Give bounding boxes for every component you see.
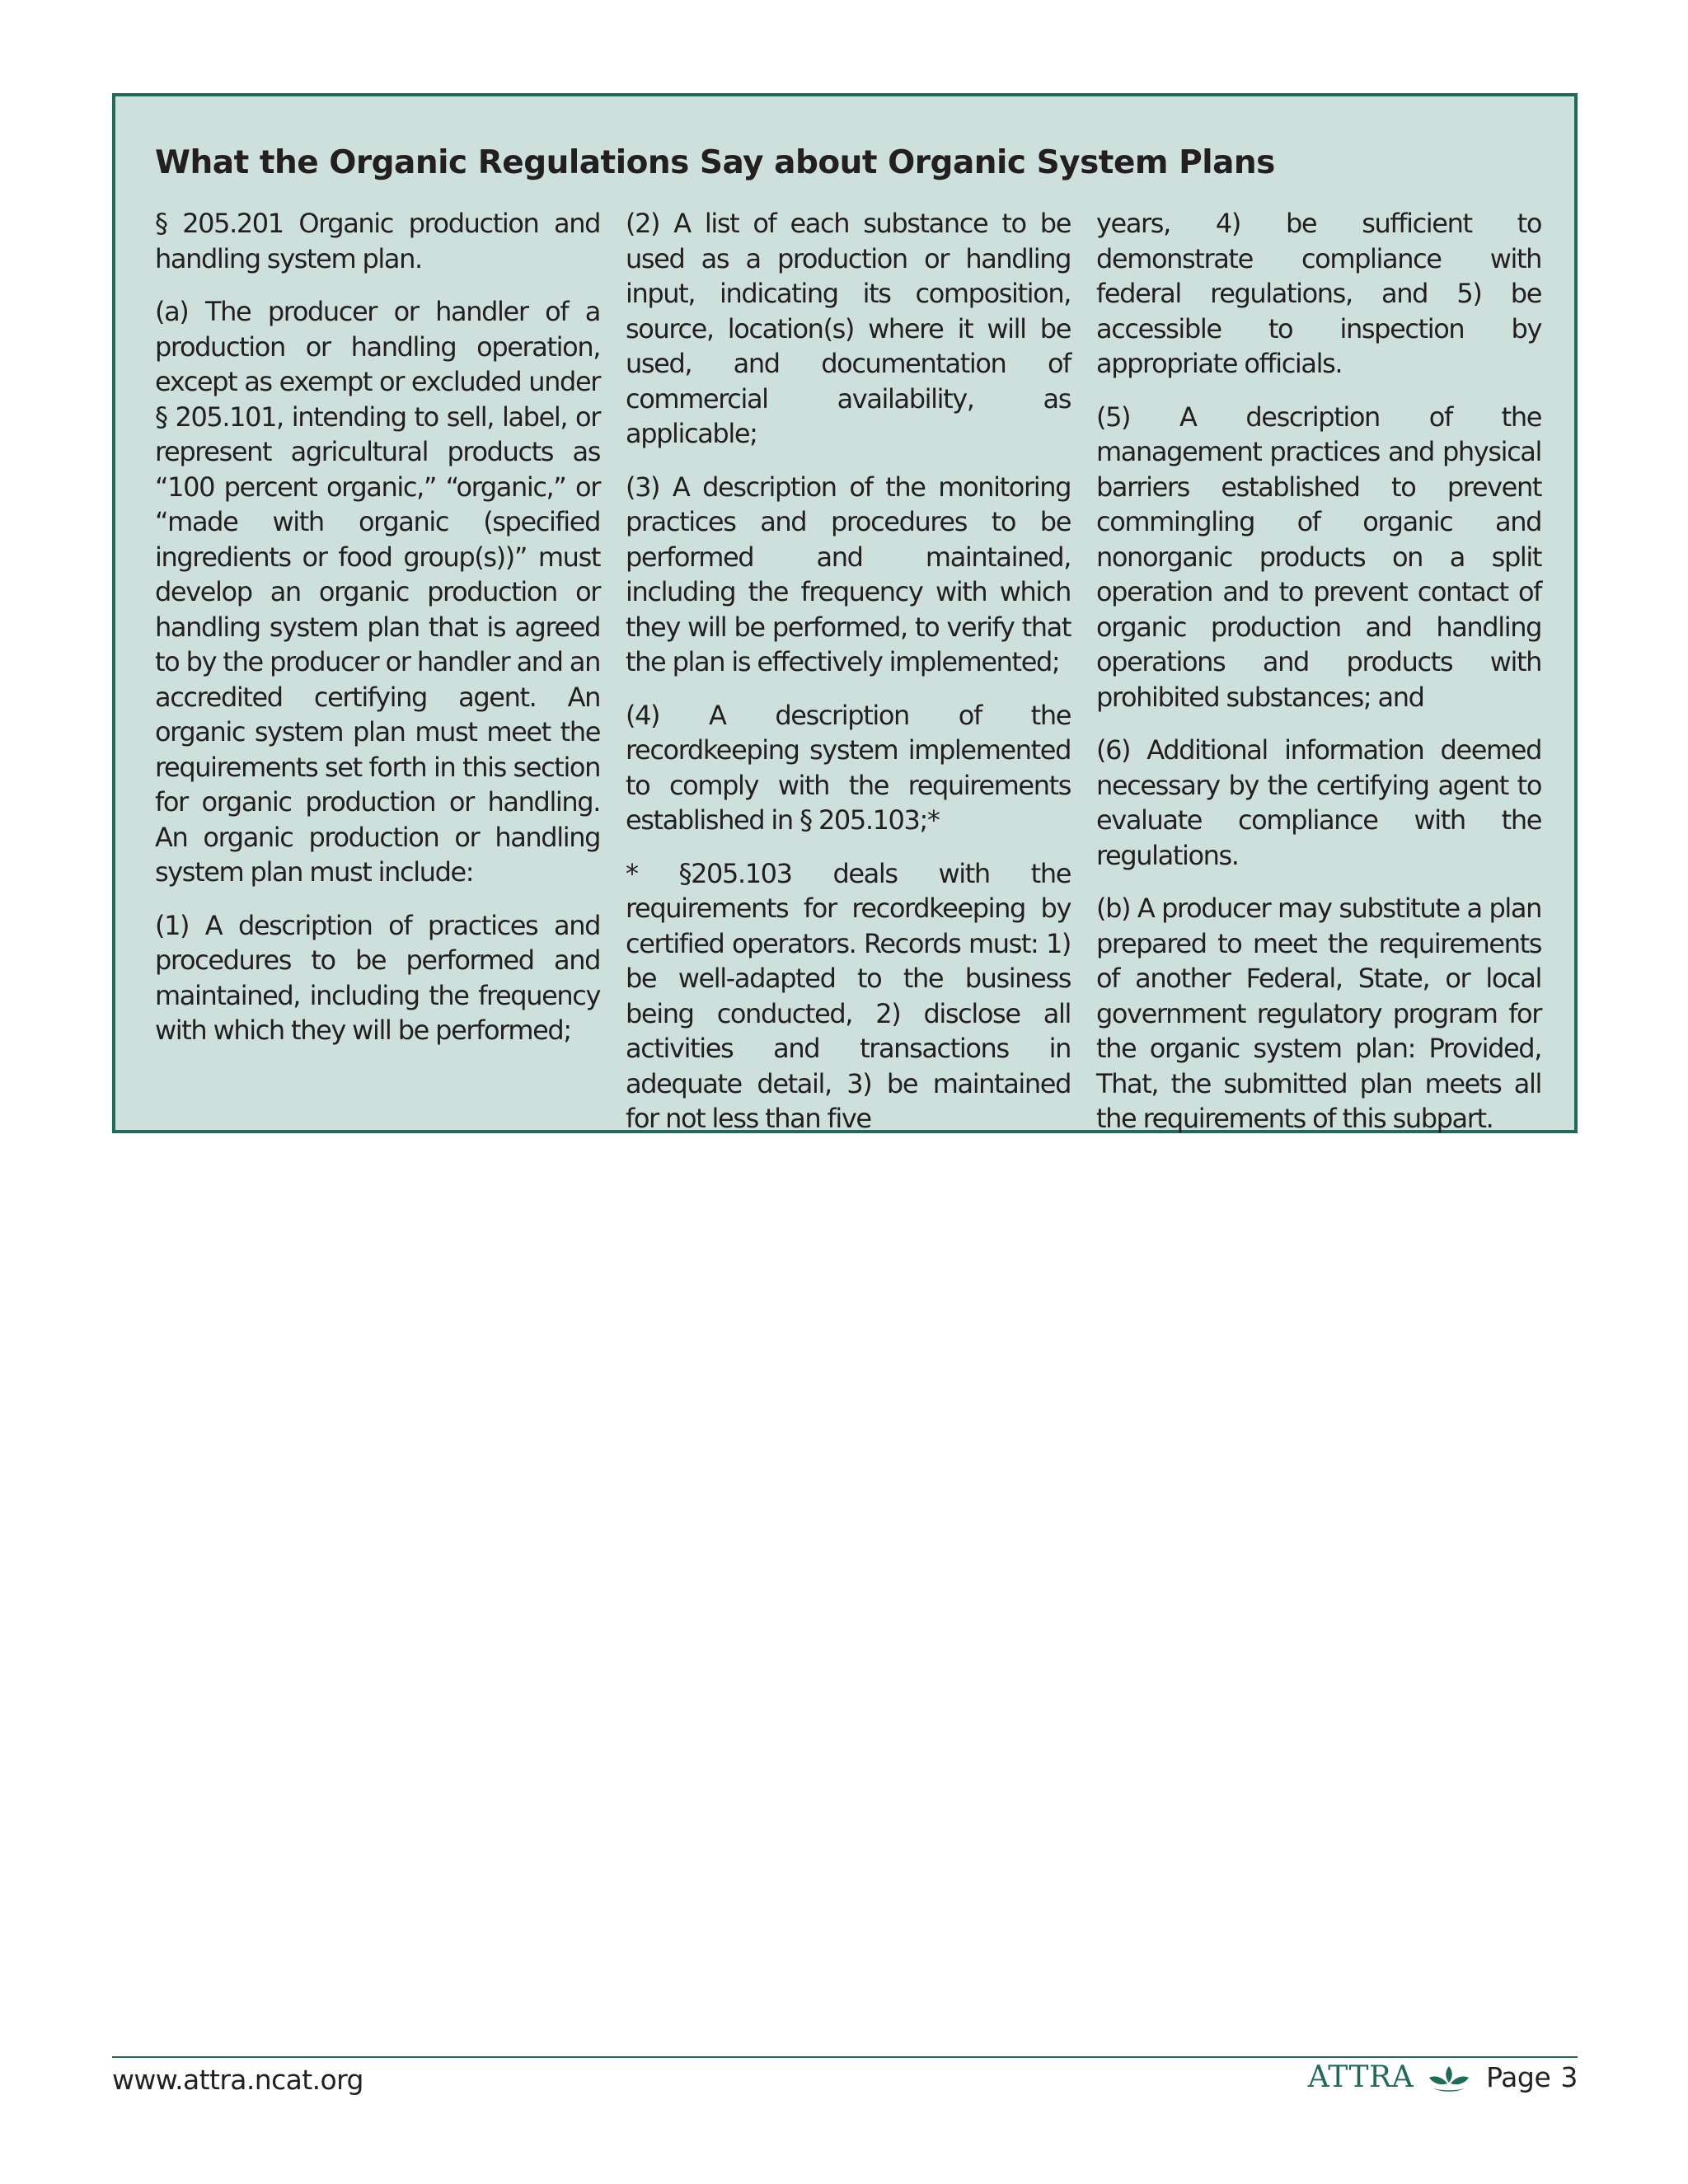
paragraph: (1) A description of practices and procedures to be performed and maintained, including the frequency with which they will be performed; xyxy=(155,909,600,1046)
footer-divider xyxy=(112,2056,1578,2058)
footer-branding xyxy=(1308,2060,1578,2094)
leaf-icon xyxy=(1427,2061,1471,2094)
paragraph: years, 4) be sufficient to demonstrate compliance with federal regulations, and 5) be accessible to inspection by appropriate officials. xyxy=(1096,208,1541,379)
regulations-sidebar-box xyxy=(112,93,1578,1133)
page-number: 3 xyxy=(1560,2061,1578,2093)
footer-website-link[interactable]: www.attra.ncat.org xyxy=(112,2064,363,2096)
sidebar-column-3 xyxy=(1096,206,1541,1155)
page-label: Page xyxy=(1486,2061,1551,2093)
sidebar-column-2 xyxy=(626,206,1071,1155)
paragraph: § 205.201 Organic production and handling system plan. xyxy=(155,208,600,274)
sidebar-column-1 xyxy=(155,206,600,1066)
paragraph: (5) A description of the management practices and physical barriers established to prevent commingling of organic and nonorganic products on a split operation and to prevent contact of organic production and handling operations and products with prohibited substances; and xyxy=(1096,401,1541,713)
footnote-paragraph: * §205.103 deals with the requirements for recordkeeping by certified operators. Records must: 1) be well-adapted to the business being conducted, 2) disclose all activities and transactions in adequate detail, 3) be maintained for not less than five xyxy=(626,857,1071,1134)
paragraph: (b) A producer may substitute a plan prepared to meet the requirements of another Federal, State, or local government regulatory program for the organic system plan: Provided, That, the submitted plan meets all the requirements of this subpart. xyxy=(1096,893,1541,1134)
paragraph: (2) A list of each substance to be used as a production or handling input, indicating its composition, source, location(s) where it will be used, and documentation of commercial availability, as applicable; xyxy=(626,208,1071,449)
paragraph: (a) The producer or handler of a production or handling operation, except as exempt or excluded under § 205.101, intending to sell, label, or represent agricultural products as “100 percent organic,” “organic,” or “made with organic (specified ingredients or food group(s))” must develop an organic production or handling system plan that is agreed to by the producer or handler and an accredited certifying agent. An organic system plan must meet the requirements set forth in this section for organic production or handling. An organic production or handling system plan must include: xyxy=(155,296,600,888)
paragraph: (3) A description of the monitoring practices and procedures to be performed and maintained, including the frequency with which they will be performed, to verify that the plan is effectively implemented; xyxy=(626,471,1071,677)
sidebar-title: What the Organic Regulations Say about Organic System Plans xyxy=(155,144,1275,181)
paragraph: (4) A description of the recordkeeping system implemented to comply with the requirements established in § 205.103;* xyxy=(626,699,1071,836)
paragraph: (6) Additional information deemed necessary by the certifying agent to evaluate compliance with the regulations. xyxy=(1096,734,1541,871)
attra-logo-text: ATTRA xyxy=(1307,2060,1414,2094)
